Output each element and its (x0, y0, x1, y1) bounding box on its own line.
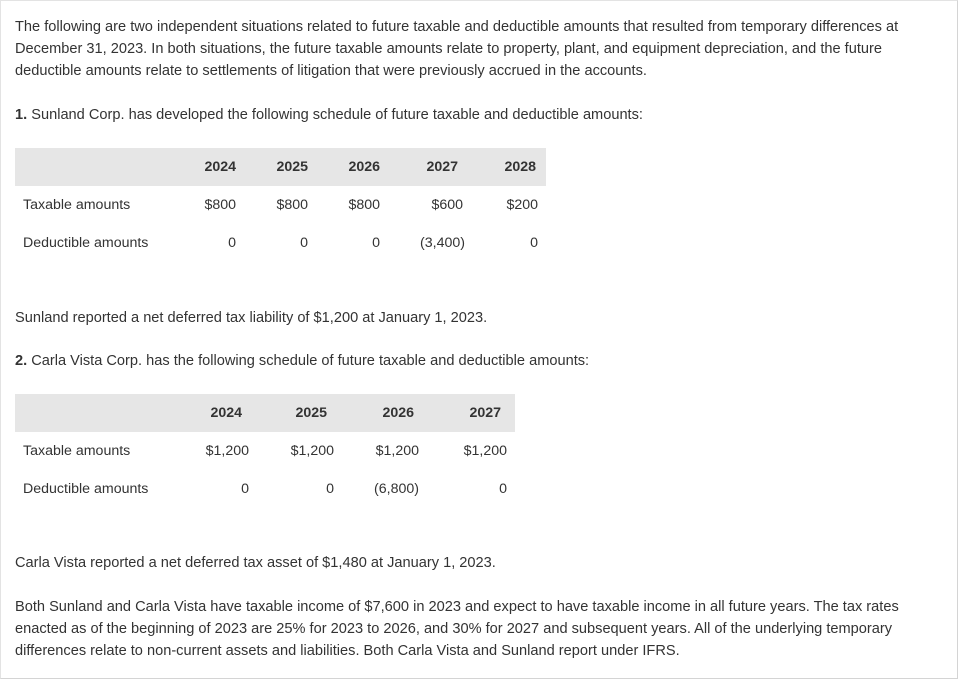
situation1-number: 1. (15, 107, 28, 123)
table1-cell: $800 (276, 197, 308, 213)
table2-year-header: 2027 (469, 405, 501, 421)
situation2-heading-text: Carla Vista Corp. has the following schedule of future taxable and deductible amounts: (31, 353, 590, 369)
table2-cell: $1,200 (290, 443, 334, 459)
table2-cell: $1,200 (375, 443, 419, 459)
table2-header-bar (15, 394, 515, 432)
table1-row-label: Deductible amounts (23, 235, 149, 251)
table1-cell: 0 (530, 235, 538, 251)
table2-row-label: Taxable amounts (23, 443, 131, 459)
situation2-note: Carla Vista reported a net deferred tax asset of $1,480 at January 1, 2023. (15, 555, 496, 571)
table1-cell: $200 (506, 197, 538, 213)
table2-year-header: 2025 (295, 405, 327, 421)
situation1-note: Sunland reported a net deferred tax liability of $1,200 at January 1, 2023. (15, 310, 488, 326)
table1-cell: $600 (431, 197, 463, 213)
situation1-heading (15, 104, 940, 126)
table2-year-header: 2026 (382, 405, 414, 421)
situation2-number: 2. (15, 353, 28, 369)
table2-cell: 0 (499, 481, 507, 497)
intro-paragraph: The following are two independent situations related to future taxable and deductible amounts that resulted from temporary differences at December 31, 2023. In both situations, the future taxable amounts relate to property, plant, and equipment depreciation, and the future deductible amounts relate to settlements of litigation that were previously accrued in the accounts. (15, 19, 899, 79)
table2-cell: 0 (241, 481, 249, 497)
table1-cell: 0 (300, 235, 308, 251)
table2-row-label: Deductible amounts (23, 481, 149, 497)
situation2-heading (15, 350, 940, 372)
table2-year-header: 2024 (210, 405, 242, 421)
table1-year-header: 2027 (426, 159, 458, 175)
table1-cell: 0 (228, 235, 236, 251)
table2-cell: (6,800) (374, 481, 419, 497)
situation1-heading-text: Sunland Corp. has developed the following schedule of future taxable and deductible amounts: (31, 107, 643, 123)
table1-cell: $800 (204, 197, 236, 213)
table1-cell: $800 (348, 197, 380, 213)
table2-cell: $1,200 (205, 443, 249, 459)
table2-cell: $1,200 (463, 443, 507, 459)
table1-cell: (3,400) (420, 235, 465, 251)
table1-year-header: 2024 (204, 159, 236, 175)
closing-paragraph: Both Sunland and Carla Vista have taxable income of $7,600 in 2023 and expect to have taxable income in all future years. The tax rates enacted as of the beginning of 2023 are 25% for 2023 to 2026, and 30% for 2027 and subsequent years. All of the underlying temporary differences relate to non-current assets and liabilities. Both Carla Vista and Sunland report under IFRS. (15, 599, 899, 659)
table1-year-header: 2028 (504, 159, 536, 175)
table1-cell: 0 (372, 235, 380, 251)
table1-row-label: Taxable amounts (23, 197, 131, 213)
table1-year-header: 2026 (348, 159, 380, 175)
table2-cell: 0 (326, 481, 334, 497)
table1-year-header: 2025 (276, 159, 308, 175)
